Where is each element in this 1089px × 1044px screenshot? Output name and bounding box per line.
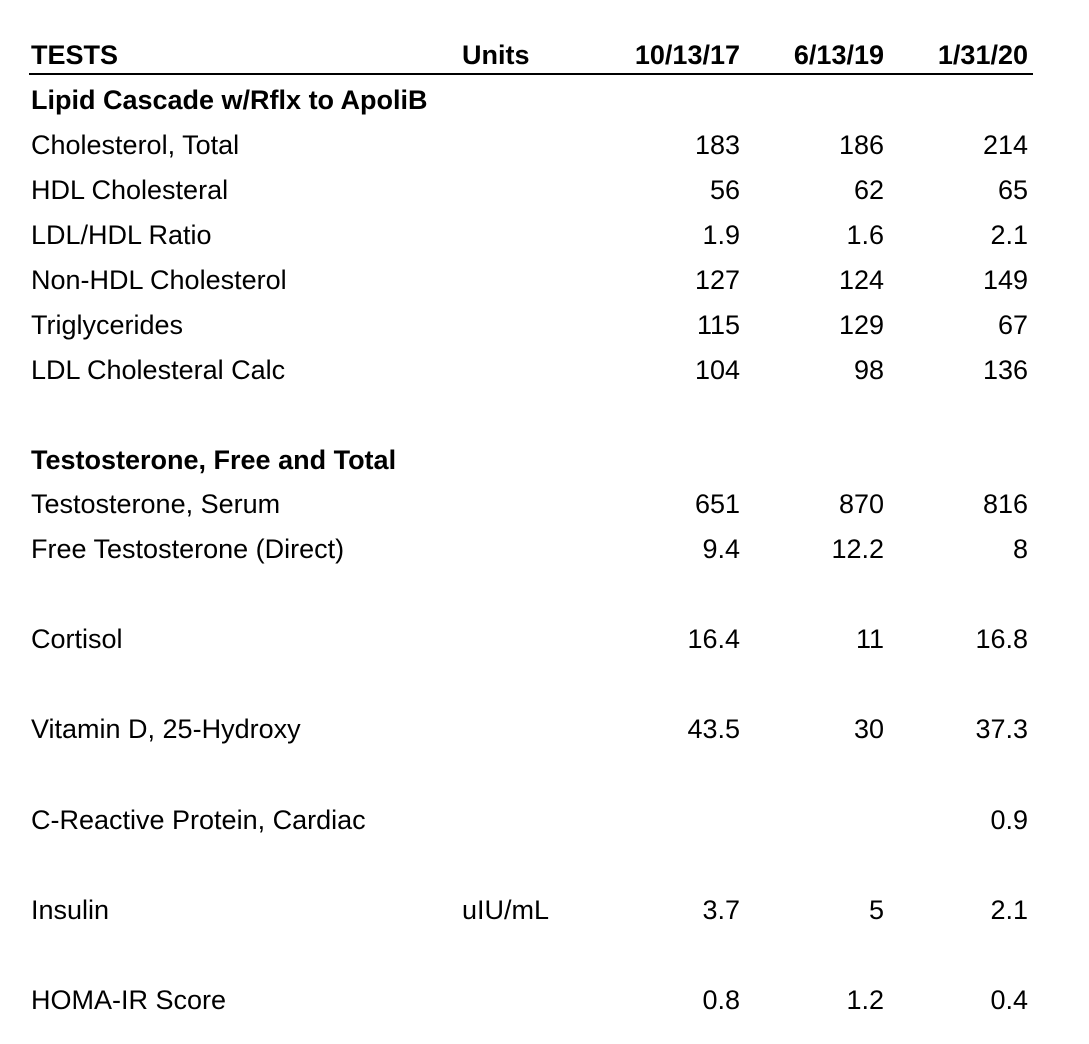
value-date-3: 16.8 [975,624,1028,654]
table-row [29,617,1033,662]
value-date-3: 816 [982,489,1028,519]
value-date-1: 183 [694,130,740,160]
value-date-2: 98 [853,355,884,385]
test-name: C-Reactive Protein, Cardiac [31,805,366,835]
value-date-2: 30 [853,714,884,744]
table-row [29,168,1033,213]
value-date-2: 12.2 [831,534,884,564]
value-date-2: 1.6 [846,220,884,250]
test-name: Cortisol [31,624,123,654]
value-date-1: 651 [694,489,740,519]
section-title-testosterone [29,438,1033,483]
test-name: Insulin [31,895,110,925]
value-date-3: 0.9 [990,805,1028,835]
test-units: uIU/mL [462,895,550,925]
section-title-text: Lipid Cascade w/Rflx to ApoliB [31,85,428,115]
test-name: Vitamin D, 25-Hydroxy [31,714,301,744]
test-name: Non-HDL Cholesterol [31,265,287,295]
value-date-3: 2.1 [990,220,1028,250]
table-row [29,707,1033,752]
lab-results-table [29,0,1033,1044]
header-date-3: 1/31/20 [937,40,1028,70]
test-name: Free Testosterone (Direct) [31,534,345,564]
value-date-3: 2.1 [990,895,1028,925]
value-date-3: 67 [997,310,1028,340]
table-row [29,888,1033,933]
test-name: LDL/HDL Ratio [31,220,212,250]
value-date-2: 62 [853,175,884,205]
value-date-1: 104 [694,355,740,385]
value-date-2: 129 [838,310,884,340]
table-row [29,213,1033,258]
value-date-3: 149 [982,265,1028,295]
value-date-2: 186 [838,130,884,160]
value-date-1: 1.9 [702,220,740,250]
table-row [29,123,1033,168]
table-row [29,798,1033,843]
header-date-2: 6/13/19 [793,40,884,70]
table-row [29,978,1033,1023]
value-date-1: 0.8 [702,985,740,1015]
value-date-3: 214 [982,130,1028,160]
table-row [29,527,1033,572]
value-date-2: 1.2 [846,985,884,1015]
value-date-3: 136 [982,355,1028,385]
value-date-1: 3.7 [702,895,740,925]
value-date-3: 0.4 [990,985,1028,1015]
value-date-1: 9.4 [702,534,740,564]
value-date-2: 124 [838,265,884,295]
test-name: LDL Cholesteral Calc [31,355,286,385]
table-row [29,303,1033,348]
test-name: Triglycerides [31,310,184,340]
table-row [29,258,1033,303]
value-date-1: 16.4 [687,624,740,654]
header-units: Units [462,40,530,70]
table-header-row [29,30,1033,75]
table-row [29,348,1033,393]
value-date-2: 5 [868,895,884,925]
test-name: HOMA-IR Score [31,985,227,1015]
value-date-2: 870 [838,489,884,519]
section-title-lipid [29,78,1033,123]
value-date-3: 37.3 [975,714,1028,744]
value-date-2: 11 [855,624,884,654]
value-date-3: 65 [997,175,1028,205]
value-date-1: 115 [696,310,740,340]
header-tests: TESTS [31,40,119,70]
test-name: Testosterone, Serum [31,489,281,519]
test-name: Cholesterol, Total [31,130,240,160]
table-row [29,482,1033,527]
value-date-1: 56 [709,175,740,205]
value-date-1: 127 [694,265,740,295]
test-name: HDL Cholesteral [31,175,229,205]
value-date-3: 8 [1012,534,1028,564]
section-title-text: Testosterone, Free and Total [31,445,397,475]
value-date-1: 43.5 [687,714,740,744]
header-date-1: 10/13/17 [634,40,740,70]
